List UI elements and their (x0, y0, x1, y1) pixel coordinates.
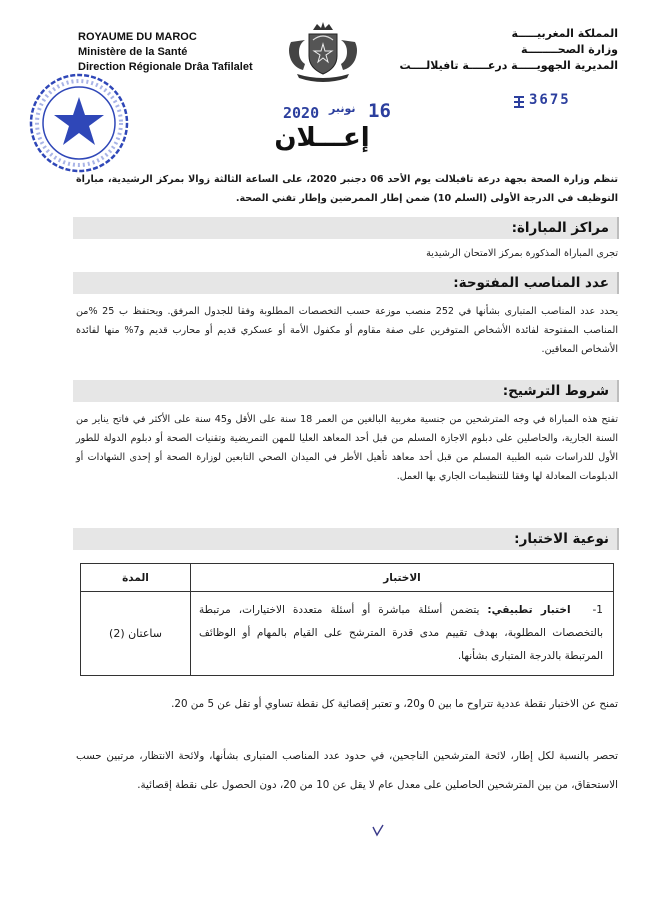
exam-row-label: اختبار تطبيقي: (487, 604, 571, 616)
exam-table-header-exam-label: الاختبار (383, 571, 421, 584)
reference-stamp-prefix-icon (512, 94, 526, 108)
exam-table-row (81, 592, 614, 676)
page-title: إعـــلان (274, 123, 370, 153)
header-ar-kingdom: المملكة المغربيـــــة (511, 27, 618, 40)
official-round-stamp (28, 72, 130, 174)
header-fr-ministry: Ministère de la Santé (78, 46, 188, 58)
exam-table (80, 563, 614, 676)
section-heading-exam-type (73, 528, 619, 550)
posts-paragraph: يحدد عدد المناصب المتبارى بشأنها في 252 منصب موزعة حسب التخصصات المطلوبة وفقا للجدول المرفق. ويحتفظ ب 25 %من المناصب المفتوحة لفائدة الأشخاص المتوفرين على صفة مقاوم أو مكفول الأمة أو عسكري قديم أو محارب قديم و7% منها لفائدة الأشخاص المعاقين. (76, 306, 619, 355)
exam-table-header-row (81, 564, 614, 592)
section-heading-exam-type-label: نوعية الاختبار: (514, 531, 609, 547)
header-fr-kingdom: ROYAUME DU MAROC (78, 31, 197, 43)
exam-table-cell-exam (191, 592, 614, 676)
header-fr-direction: Direction Régionale Drâa Tafilalet (78, 61, 253, 73)
grading-paragraph: تمنح عن الاختبار نقطة عددية تتراوح ما بين 0 و20، و تعتبر إقصائية كل نقطة تساوي أو تقل عن 5 من 20. (171, 698, 618, 710)
coat-of-arms-icon (283, 20, 363, 82)
exam-row-duration: ساعتان (2) (109, 627, 162, 640)
section-heading-posts (73, 272, 619, 294)
section-heading-conditions (73, 380, 619, 402)
intro-paragraph: تنظم وزارة الصحة بجهة درعة تافيلالت يوم الأحد 06 دجنبر 2020، على الساعة الثالثة زوالا بمركز الرشيدية، مباراة التوظيف في الدرجة الأولى (السلم 10) ضمن إطار الممرضين وإطار تقني الصحة. (76, 174, 619, 204)
header-ar-direction: المديرية الجهويـــــة درعـــــة تافيلالــــت (399, 59, 618, 72)
reference-stamp-number: 3675 (529, 92, 571, 108)
centers-paragraph: تجرى المباراة المذكورة بمركز الامتحان الرشيدية (426, 248, 618, 259)
section-heading-conditions-label: شروط الترشيح: (502, 383, 609, 399)
header-ar-ministry: وزارة الصحــــــــة (520, 43, 618, 56)
ranking-paragraph: تحصر بالنسبة لكل إطار، لائحة المترشحين الناجحين، في حدود عدد المناصب المتبارى بشأنها، ولائحة الانتظار، مرتبين حسب الاستحقاق، من بين المترشحين الحاصلين على معدل عام لا يقل عن 10 من 20، دون الحصول على نقطة إقصائية. (76, 750, 618, 791)
exam-row-description: يتضمن أسئلة مباشرة أو أسئلة متعددة الاختيارات، مرتبطة بالتخصصات المطلوبة، بهدف تقييم مدى قدرة المترشح على القيام بالمهام أو الوظائف المرتبطة بالدرجة المتبارى بشأنها. (199, 604, 603, 662)
handwritten-initials-icon (370, 822, 386, 838)
date-stamp-month: نونبر (329, 102, 356, 115)
exam-table-header-duration (81, 564, 191, 592)
exam-table-cell-duration (81, 592, 191, 676)
exam-table-header-exam (191, 564, 614, 592)
section-heading-posts-label: عدد المناصب المفتوحة: (453, 275, 609, 291)
exam-table-header-duration-label: المدة (122, 571, 149, 584)
header-arabic (380, 26, 618, 74)
date-stamp-year: 2020 (283, 104, 320, 122)
date-stamp-day: 16 (368, 100, 391, 122)
conditions-paragraph: تفتح هذه المباراة في وجه المترشحين من جنسية مغربية البالغين من العمر 18 سنة على الأقل و45 سنة على الأكثر في فاتح يناير من السنة الجارية، والحاصلين على دبلوم الاجازة المسلم من قبل أحد المعاهد العليا للمهن التمريضية وتقنيات الصحة أو دبلوم الدولة للطور الأول للدراسات شبه الطبية المسلم من قبل أحد معاهد تأهيل الأطر في الميدان الصحي التابعين لوزارة الصحة أو إحدى الشهادات أو الدبلومات المعادلة لها وفقا للتنظيمات الجاري بها العمل. (76, 414, 619, 482)
exam-row-number: 1- (592, 604, 603, 616)
header-french (78, 30, 308, 75)
reference-stamp (512, 92, 592, 112)
section-heading-centers (73, 217, 619, 239)
section-heading-centers-label: مراكز المباراة: (511, 220, 609, 236)
